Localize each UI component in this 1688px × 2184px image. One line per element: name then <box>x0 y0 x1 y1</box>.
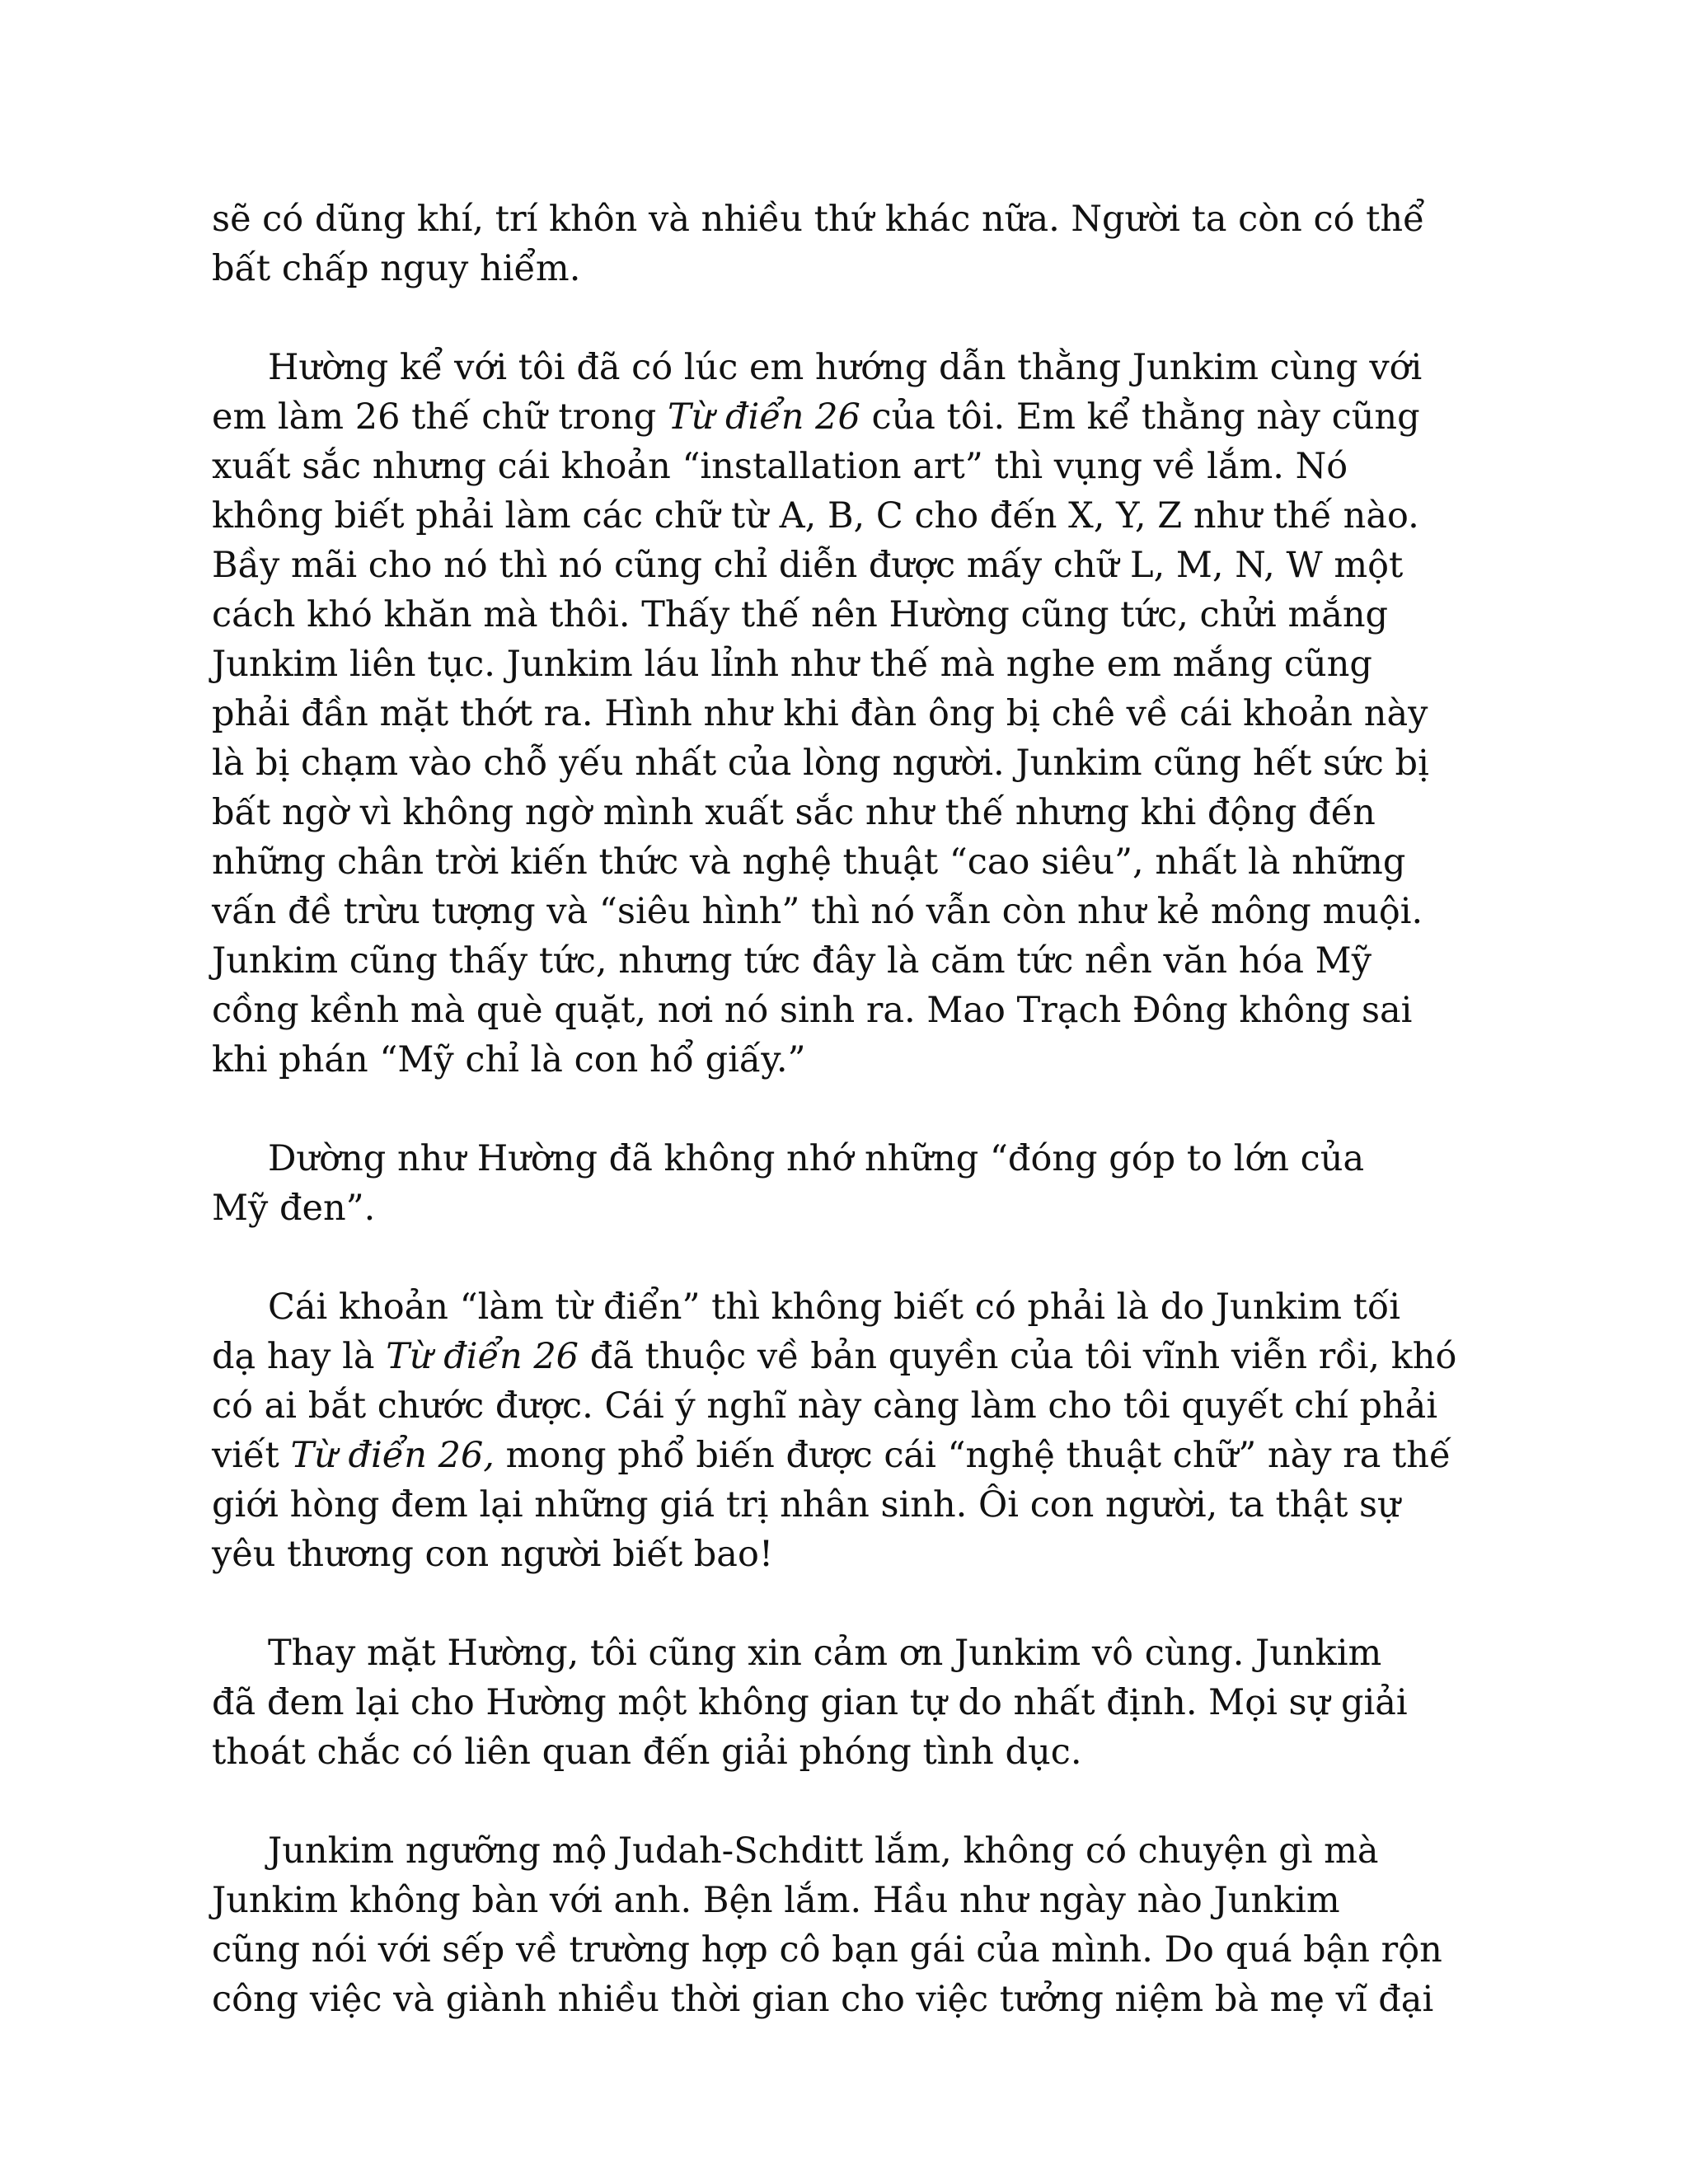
text-line <box>212 1678 1473 1727</box>
paragraph <box>212 1826 1473 2024</box>
text-run: giới hòng đem lại những giá trị nhân sinh. Ôi con người, ta thật sự <box>212 1484 1400 1526</box>
text-run: phải đần mặt thớt ra. Hình như khi đàn ông bị chê về cái khoản này <box>212 693 1428 734</box>
text-line <box>212 442 1473 491</box>
text-line <box>212 1282 1473 1332</box>
text-line <box>212 1925 1473 1975</box>
text-line <box>212 1975 1473 2024</box>
text-line <box>212 640 1473 689</box>
text-line <box>212 392 1473 442</box>
text-line <box>212 1431 1473 1480</box>
italic-title: Từ điển 26 <box>667 396 860 438</box>
text-run: đã thuộc về bản quyền của tôi vĩnh viễn rồi, khó <box>579 1336 1457 1377</box>
text-run: sẽ có dũng khí, trí khôn và nhiều thứ khác nữa. Người ta còn có thể <box>212 199 1425 240</box>
paragraph <box>212 1282 1473 1579</box>
text-line <box>212 491 1473 541</box>
text-line <box>212 1727 1473 1777</box>
text-run: cồng kềnh mà què quặt, nơi nó sinh ra. Mao Trạch Đông không sai <box>212 990 1413 1031</box>
text-run: Junkim liên tục. Junkim láu lỉnh như thế mà nghe em mắng cũng <box>212 644 1372 685</box>
text-run: khi phán “Mỹ chỉ là con hổ giấy.” <box>212 1039 806 1080</box>
text-run: cách khó khăn mà thôi. Thấy thế nên Hường cũng tức, chửi mắng <box>212 594 1389 635</box>
text-line <box>212 986 1473 1035</box>
text-run: Junkim ngưỡng mộ Judah-Schditt lắm, không có chuyện gì mà <box>268 1830 1379 1872</box>
text-line <box>212 1183 1473 1233</box>
text-line <box>212 1826 1473 1876</box>
text-line <box>212 541 1473 590</box>
text-line <box>212 244 1473 293</box>
text-run: là bị chạm vào chỗ yếu nhất của lòng người. Junkim cũng hết sức bị <box>212 743 1429 784</box>
text-run: bất chấp nguy hiểm. <box>212 248 581 289</box>
text-line <box>212 1530 1473 1579</box>
text-run: mong phổ biến được cái “nghệ thuật chữ” này ra thế <box>494 1435 1451 1476</box>
text-run: có ai bắt chước được. Cái ý nghĩ này càng làm cho tôi quyết chí phải <box>212 1385 1438 1427</box>
text-run: của tôi. Em kể thằng này cũng <box>860 396 1420 438</box>
paragraph <box>212 194 1473 293</box>
text-run: Thay mặt Hường, tôi cũng xin cảm ơn Junkim vô cùng. Junkim <box>268 1633 1382 1674</box>
text-run: Dường như Hường đã không nhớ những “đóng góp to lớn của <box>268 1138 1365 1179</box>
text-line <box>212 1035 1473 1085</box>
text-run: cũng nói với sếp về trường hợp cô bạn gái của mình. Do quá bận rộn <box>212 1929 1442 1971</box>
text-run: bất ngờ vì không ngờ mình xuất sắc như thế nhưng khi động đến <box>212 792 1376 833</box>
text-run: xuất sắc nhưng cái khoản “installation art” thì vụng về lắm. Nó <box>212 446 1348 487</box>
text-run: em làm 26 thế chữ trong <box>212 396 668 438</box>
text-run: dạ hay là <box>212 1336 387 1377</box>
paragraph <box>212 343 1473 1085</box>
text-line <box>212 936 1473 986</box>
text-line <box>212 1876 1473 1925</box>
text-line <box>212 194 1473 244</box>
text-run: đã đem lại cho Hường một không gian tự do nhất định. Mọi sự giải <box>212 1682 1408 1723</box>
text-run: Junkim cũng thấy tức, nhưng tức đây là căm tức nền văn hóa Mỹ <box>212 940 1372 982</box>
text-line <box>212 689 1473 738</box>
text-line <box>212 1629 1473 1678</box>
text-line <box>212 1381 1473 1431</box>
text-run: vấn đề trừu tượng và “siêu hình” thì nó vẫn còn như kẻ mông muội. <box>212 891 1423 932</box>
text-run: công việc và giành nhiều thời gian cho việc tưởng niệm bà mẹ vĩ đại <box>212 1979 1434 2020</box>
text-line <box>212 1332 1473 1381</box>
text-run: không biết phải làm các chữ từ A, B, C cho đến X, Y, Z như thế nào. <box>212 495 1419 537</box>
text-line <box>212 590 1473 640</box>
text-run: viết <box>212 1435 291 1476</box>
italic-title: Từ điển 26, <box>290 1435 495 1476</box>
text-run: những chân trời kiến thức và nghệ thuật “cao siêu”, nhất là những <box>212 841 1406 883</box>
text-line <box>212 887 1473 936</box>
paragraph <box>212 1629 1473 1777</box>
text-line <box>212 738 1473 788</box>
text-line <box>212 343 1473 392</box>
text-line <box>212 1134 1473 1183</box>
text-line <box>212 1480 1473 1530</box>
text-run: Bầy mãi cho nó thì nó cũng chỉ diễn được mấy chữ L, M, N, W một <box>212 545 1404 586</box>
body-text <box>212 194 1473 2024</box>
text-run: yêu thương con người biết bao! <box>212 1534 774 1575</box>
text-run: Cái khoản “làm từ điển” thì không biết có phải là do Junkim tối <box>268 1286 1401 1328</box>
text-run: Hường kể với tôi đã có lúc em hướng dẫn thằng Junkim cùng với <box>268 347 1423 388</box>
text-line <box>212 837 1473 887</box>
text-run: Junkim không bàn với anh. Bện lắm. Hầu như ngày nào Junkim <box>212 1880 1340 1921</box>
text-line <box>212 788 1473 837</box>
text-run: thoát chắc có liên quan đến giải phóng tình dục. <box>212 1732 1082 1773</box>
italic-title: Từ điển 26 <box>386 1336 579 1377</box>
text-run: Mỹ đen”. <box>212 1188 376 1229</box>
paragraph <box>212 1134 1473 1233</box>
